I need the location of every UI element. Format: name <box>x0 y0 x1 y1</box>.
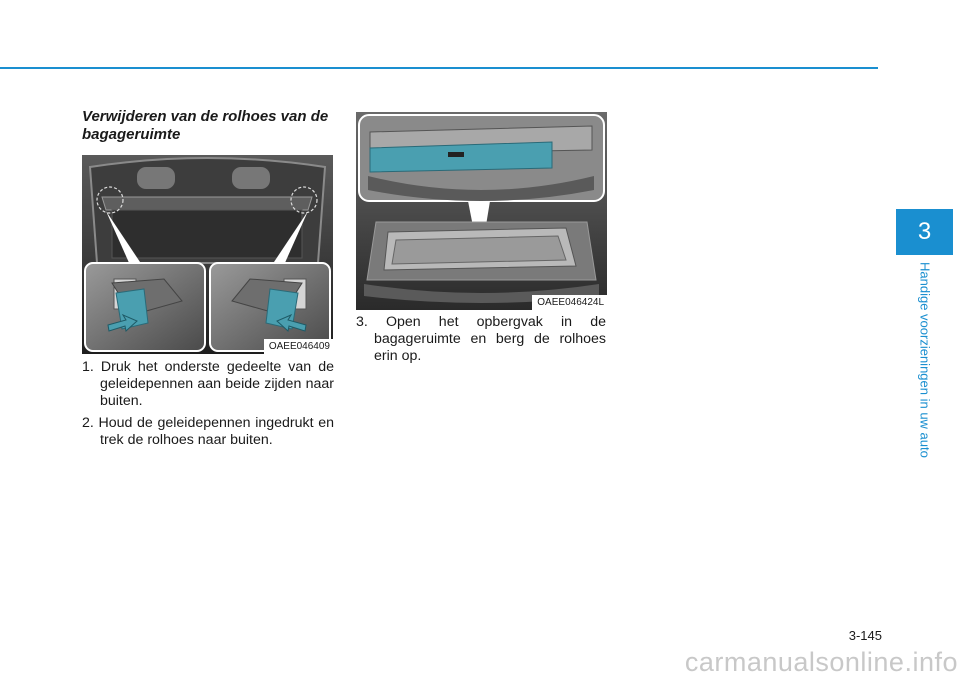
figure-code: OAEE046424L <box>532 295 607 310</box>
page-number: 3-145 <box>848 628 882 643</box>
watermark: carmanualsonline.info <box>684 647 958 677</box>
figure-cover-guide-pins <box>82 155 333 354</box>
step-list-left <box>82 359 334 454</box>
chapter-label <box>896 262 953 482</box>
top-rule <box>0 67 878 69</box>
figure-code: OAEE046409 <box>264 339 333 354</box>
step-item: 2. Houd de geleidepennen ingedrukt en trek de rolhoes naar buiten. <box>82 415 334 448</box>
chapter-label-text: Handige voorzieningen in uw auto <box>917 262 932 458</box>
section-title: Verwijderen van de rolhoes van de bagageruimte <box>82 108 329 143</box>
cargo-cover-illustration <box>82 155 333 354</box>
storage-compartment-illustration <box>356 112 607 310</box>
step-item: 3. Open het opbergvak in de bagageruimte en berg de rolhoes erin op. <box>356 314 606 364</box>
chapter-tab[interactable]: 3 <box>896 209 953 255</box>
figure-storage-compartment <box>356 112 607 310</box>
step-list-right <box>356 314 606 370</box>
step-item: 1. Druk het onderste gedeelte van de geleidepennen aan beide zijden naar buiten. <box>82 359 334 409</box>
